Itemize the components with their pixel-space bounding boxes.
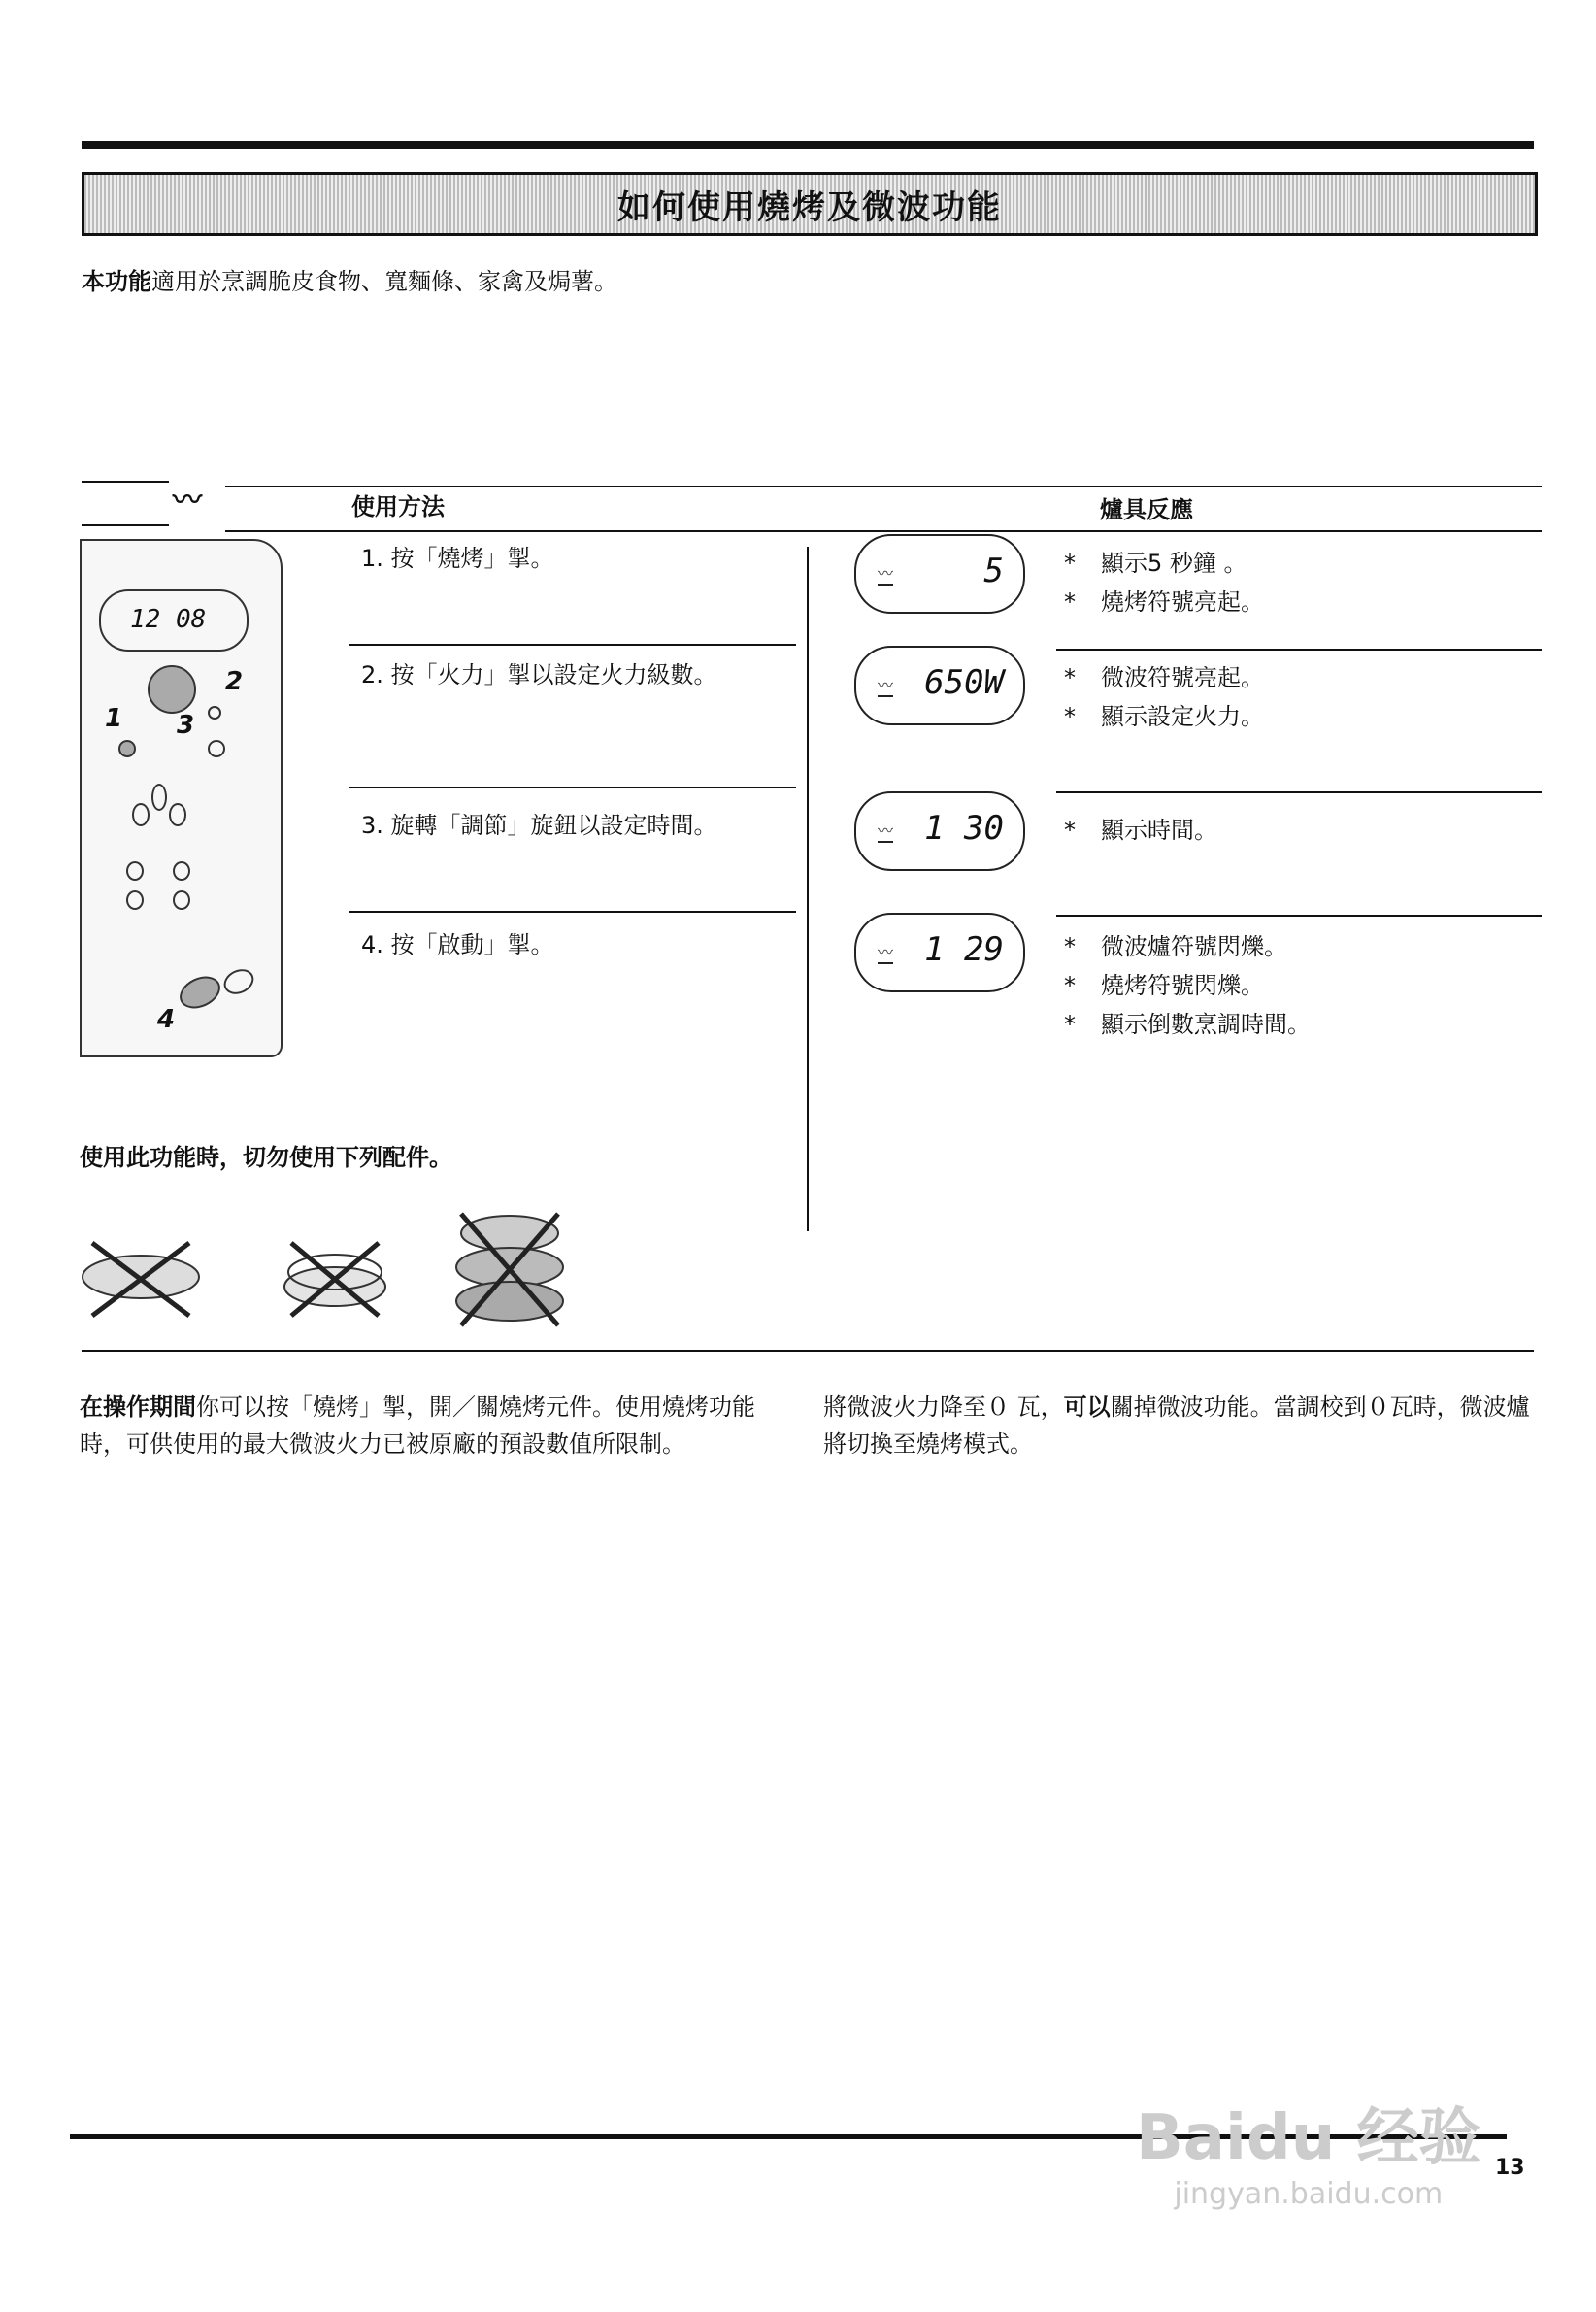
grill-symbol-icon: 〰 [878,673,893,697]
turntable-plate-icon [83,1243,199,1316]
step-label-2: 2 [225,667,244,696]
button [173,890,190,910]
grill-button [118,740,136,757]
divider [82,524,169,526]
display-step-2 [854,646,1025,725]
display-value: 1 29 [924,930,1004,969]
step-2: 2. 按「火力」掣以設定火力級數。 [361,661,717,688]
divider [225,530,1542,532]
step-label-3: 3 [177,711,195,740]
step-1: 1. 按「燒烤」掣。 [361,545,554,572]
button [173,861,190,881]
response: * 燒烤符號亮起。 [1064,588,1264,616]
note-left: 在操作期間你可以按「燒烤」掣，開／關燒烤元件。使用燒烤功能時，可供使用的最大微波火力已被原廠的預設數值所限制。 [80,1393,755,1458]
response: * 顯示時間。 [1064,817,1217,844]
grill-symbol-icon: 〰 [878,940,893,964]
button [132,803,150,826]
divider [349,787,796,788]
step-label-4: 4 [157,1005,176,1034]
display-step-3 [854,791,1025,871]
start-button [175,970,226,1015]
divider [1056,791,1542,793]
control-panel-illustration [80,539,283,1057]
note-right: 將微波火力降至０ 瓦，可以關掉微波功能。當調校到０瓦時，微波爐將切換至燒烤模式。 [823,1393,1530,1458]
divider [1056,649,1542,651]
watermark-logo: Baidu 经验 jingyan.baidu.com [1136,2102,1481,2211]
response: * 顯示5 秒鐘 。 [1064,550,1247,577]
divider [82,1350,1534,1352]
display-step-4 [854,913,1025,992]
intro-text [82,262,617,296]
column-divider [807,547,809,1231]
display-value: 5 [983,552,1004,590]
grill-symbol-icon: 〰 [878,819,893,843]
column-header-method: 使用方法 [351,493,445,520]
response: * 微波爐符號閃爍。 [1064,933,1287,960]
intro-body: 適用於烹調脆皮食物、寬麵條、家禽及焗薯。 [151,268,617,295]
display-value: 650W [924,663,1004,702]
top-rule [82,141,1534,149]
display-step-1 [854,534,1025,614]
page-title-box [82,172,1538,236]
button [169,803,186,826]
divider [82,481,169,483]
dial-knob [148,665,196,714]
step-4: 4. 按「啟動」掣。 [361,931,554,958]
step-3: 3. 旋轉「調節」旋鈕以設定時間。 [361,812,717,839]
response: * 顯示設定火力。 [1064,703,1264,730]
panel-display-value: 12 08 [130,605,207,634]
button [208,740,225,757]
display-value: 1 30 [924,809,1004,848]
grill-symbol-icon: 〰 [878,561,893,586]
warning-text: 使用此功能時，切勿使用下列配件。 [80,1144,452,1171]
divider [1056,915,1542,917]
stacked-dish-icon [456,1214,563,1325]
column-header-response: 爐具反應 [1100,496,1193,523]
response: * 燒烤符號閃爍。 [1064,972,1264,999]
button [219,964,257,998]
divider [349,911,796,913]
rack-icon [284,1243,385,1316]
response: * 顯示倒數烹調時間。 [1064,1011,1311,1038]
step-label-1: 1 [105,704,123,733]
panel-display [99,589,249,652]
page-number: 13 [1495,2156,1525,2180]
grill-microwave-icon: 〰 [173,484,202,518]
button [126,890,144,910]
response: * 微波符號亮起。 [1064,664,1264,691]
page-title: 如何使用燒烤及微波功能 [617,187,1002,227]
button [151,784,167,811]
intro-bold: 本功能 [82,268,151,295]
button [208,706,221,720]
prohibited-accessories [73,1194,597,1340]
divider [349,644,796,646]
button [126,861,144,881]
